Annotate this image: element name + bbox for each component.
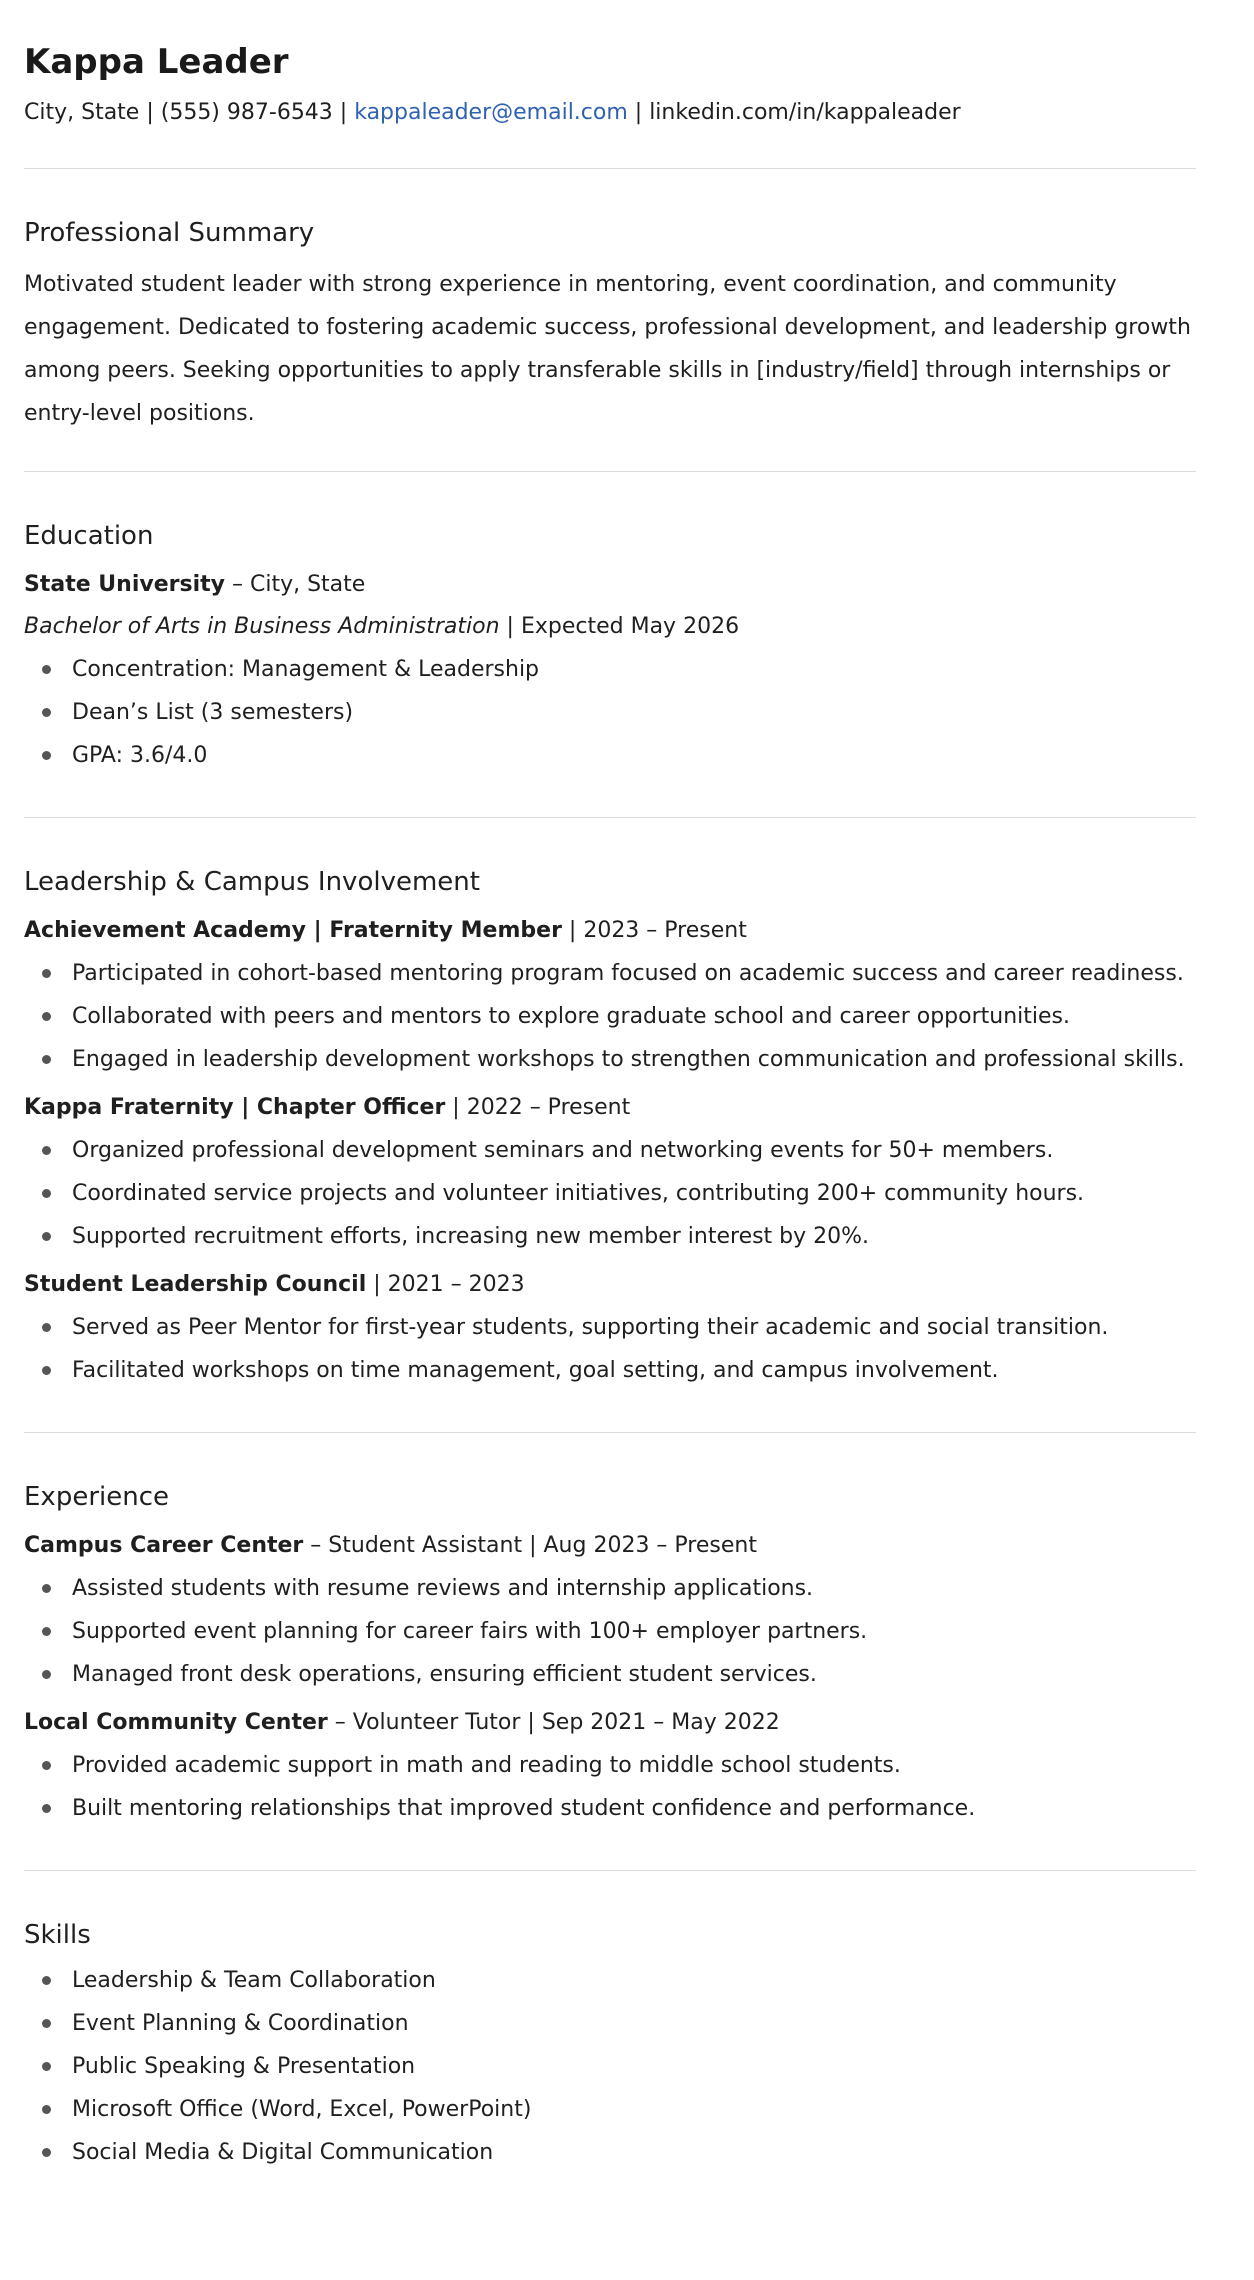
list-item xyxy=(24,952,1196,995)
summary-line: entry-level positions. xyxy=(24,401,255,426)
list-item xyxy=(24,2002,1196,2045)
leadership-entry-head xyxy=(24,1091,1196,1125)
education-school xyxy=(24,568,1196,602)
degree-date: | Expected May 2026 xyxy=(499,614,740,639)
list-item xyxy=(24,2131,1196,2174)
summary-text xyxy=(24,263,1196,435)
list-item xyxy=(24,1653,1196,1696)
bullet-dot xyxy=(42,1366,51,1375)
bullet-dot xyxy=(42,2105,51,2114)
bullet-dot xyxy=(42,1761,51,1770)
experience-entry-head xyxy=(24,1529,1196,1563)
list-item-text: Leadership & Team Collaboration xyxy=(72,1968,436,1993)
list-item xyxy=(24,691,1196,734)
experience-entry-head xyxy=(24,1706,1196,1740)
list-item xyxy=(24,1744,1196,1787)
bullet-dot xyxy=(42,1012,51,1021)
divider xyxy=(24,168,1196,169)
bullet-dot xyxy=(42,1627,51,1636)
skills-bullets xyxy=(24,1959,1196,2174)
entry-dates: | 2021 – 2023 xyxy=(366,1272,525,1297)
summary-line: among peers. Seeking opportunities to apply transferable skills in [industry/field] through internships or xyxy=(24,358,1171,383)
list-item xyxy=(24,734,1196,777)
bullet-dot xyxy=(42,708,51,717)
bullet-dot xyxy=(42,2148,51,2157)
list-item xyxy=(24,1349,1196,1392)
contact-line xyxy=(24,96,1196,130)
list-item xyxy=(24,1787,1196,1830)
list-item xyxy=(24,1610,1196,1653)
divider xyxy=(24,1432,1196,1433)
list-item-text: Supported recruitment efforts, increasing new member interest by 20%. xyxy=(72,1224,870,1249)
list-item xyxy=(24,1215,1196,1258)
list-item xyxy=(24,1038,1196,1081)
section-title-leadership: Leadership & Campus Involvement xyxy=(24,867,480,897)
list-item xyxy=(24,1172,1196,1215)
school-name: State University xyxy=(24,572,225,597)
list-item-text: Public Speaking & Presentation xyxy=(72,2054,416,2079)
list-item-text: Engaged in leadership development workshops to strengthen communication and professional skills. xyxy=(72,1047,1185,1072)
contact-suffix: | linkedin.com/in/kappaleader xyxy=(627,100,961,125)
bullet-dot xyxy=(42,2019,51,2028)
bullet-dot xyxy=(42,1055,51,1064)
contact-prefix: City, State | (555) 987-6543 | xyxy=(24,100,355,125)
list-item-text: Microsoft Office (Word, Excel, PowerPoint) xyxy=(72,2097,532,2122)
leadership-bullets xyxy=(24,952,1196,1081)
leadership-bullets xyxy=(24,1129,1196,1258)
list-item-text: Assisted students with resume reviews and internship applications. xyxy=(72,1576,814,1601)
list-item-text: Supported event planning for career fairs with 100+ employer partners. xyxy=(72,1619,868,1644)
education-degree xyxy=(24,610,1196,644)
bullet-dot xyxy=(42,1670,51,1679)
bullet-dot xyxy=(42,969,51,978)
bullet-dot xyxy=(42,1804,51,1813)
bullet-dot xyxy=(42,2062,51,2071)
entry-org: Student Leadership Council xyxy=(24,1272,367,1297)
section-title-education: Education xyxy=(24,521,154,551)
list-item-text: Participated in cohort-based mentoring program focused on academic success and career readiness. xyxy=(72,961,1184,986)
divider xyxy=(24,471,1196,472)
entry-dates: – Student Assistant | Aug 2023 – Present xyxy=(303,1533,757,1558)
education-bullets xyxy=(24,648,1196,777)
leadership-entry-head xyxy=(24,914,1196,948)
experience-bullets xyxy=(24,1567,1196,1696)
entry-dates: | 2022 – Present xyxy=(445,1095,631,1120)
section-title-experience: Experience xyxy=(24,1482,169,1512)
entry-dates: – Volunteer Tutor | Sep 2021 – May 2022 xyxy=(327,1710,780,1735)
degree-name: Bachelor of Arts in Business Administration xyxy=(24,614,500,639)
bullet-dot xyxy=(42,1232,51,1241)
list-item xyxy=(24,1959,1196,2002)
list-item xyxy=(24,1567,1196,1610)
entry-org: Kappa Fraternity | Chapter Officer xyxy=(24,1095,446,1120)
list-item xyxy=(24,1129,1196,1172)
list-item-text: Concentration: Management & Leadership xyxy=(72,657,540,682)
entry-org: Achievement Academy | Fraternity Member xyxy=(24,918,562,943)
list-item-text: Provided academic support in math and reading to middle school students. xyxy=(72,1753,901,1778)
list-item xyxy=(24,2045,1196,2088)
entry-org: Campus Career Center xyxy=(24,1533,304,1558)
leadership-entry-head xyxy=(24,1268,1196,1302)
list-item-text: Managed front desk operations, ensuring efficient student services. xyxy=(72,1662,817,1687)
leadership-bullets xyxy=(24,1306,1196,1392)
bullet-dot xyxy=(42,1584,51,1593)
bullet-dot xyxy=(42,1323,51,1332)
divider xyxy=(24,1870,1196,1871)
summary-line: engagement. Dedicated to fostering academic success, professional development, and leadership growth xyxy=(24,315,1191,340)
list-item-text: Social Media & Digital Communication xyxy=(72,2140,494,2165)
divider xyxy=(24,817,1196,818)
list-item-text: Coordinated service projects and volunteer initiatives, contributing 200+ community hours. xyxy=(72,1181,1085,1206)
list-item xyxy=(24,2088,1196,2131)
candidate-name: Kappa Leader xyxy=(24,42,289,82)
list-item xyxy=(24,1306,1196,1349)
section-title-summary: Professional Summary xyxy=(24,218,315,248)
entry-dates: | 2023 – Present xyxy=(561,918,747,943)
bullet-dot xyxy=(42,665,51,674)
section-title-skills: Skills xyxy=(24,1920,91,1950)
list-item-text: Served as Peer Mentor for first-year students, supporting their academic and social transition. xyxy=(72,1315,1109,1340)
school-location: – City, State xyxy=(224,572,366,597)
email-link[interactable]: kappaleader@email.com xyxy=(354,100,628,125)
list-item-text: Organized professional development seminars and networking events for 50+ members. xyxy=(72,1138,1054,1163)
list-item-text: Event Planning & Coordination xyxy=(72,2011,409,2036)
list-item-text: GPA: 3.6/4.0 xyxy=(72,743,208,768)
list-item-text: Collaborated with peers and mentors to explore graduate school and career opportunities. xyxy=(72,1004,1070,1029)
entry-org: Local Community Center xyxy=(24,1710,328,1735)
list-item-text: Built mentoring relationships that improved student confidence and performance. xyxy=(72,1796,976,1821)
bullet-dot xyxy=(42,1189,51,1198)
bullet-dot xyxy=(42,751,51,760)
list-item xyxy=(24,648,1196,691)
bullet-dot xyxy=(42,1976,51,1985)
experience-bullets xyxy=(24,1744,1196,1830)
summary-line: Motivated student leader with strong experience in mentoring, event coordination, and community xyxy=(24,272,1117,297)
list-item-text: Dean’s List (3 semesters) xyxy=(72,700,354,725)
bullet-dot xyxy=(42,1146,51,1155)
list-item-text: Facilitated workshops on time management, goal setting, and campus involvement. xyxy=(72,1358,999,1383)
list-item xyxy=(24,995,1196,1038)
